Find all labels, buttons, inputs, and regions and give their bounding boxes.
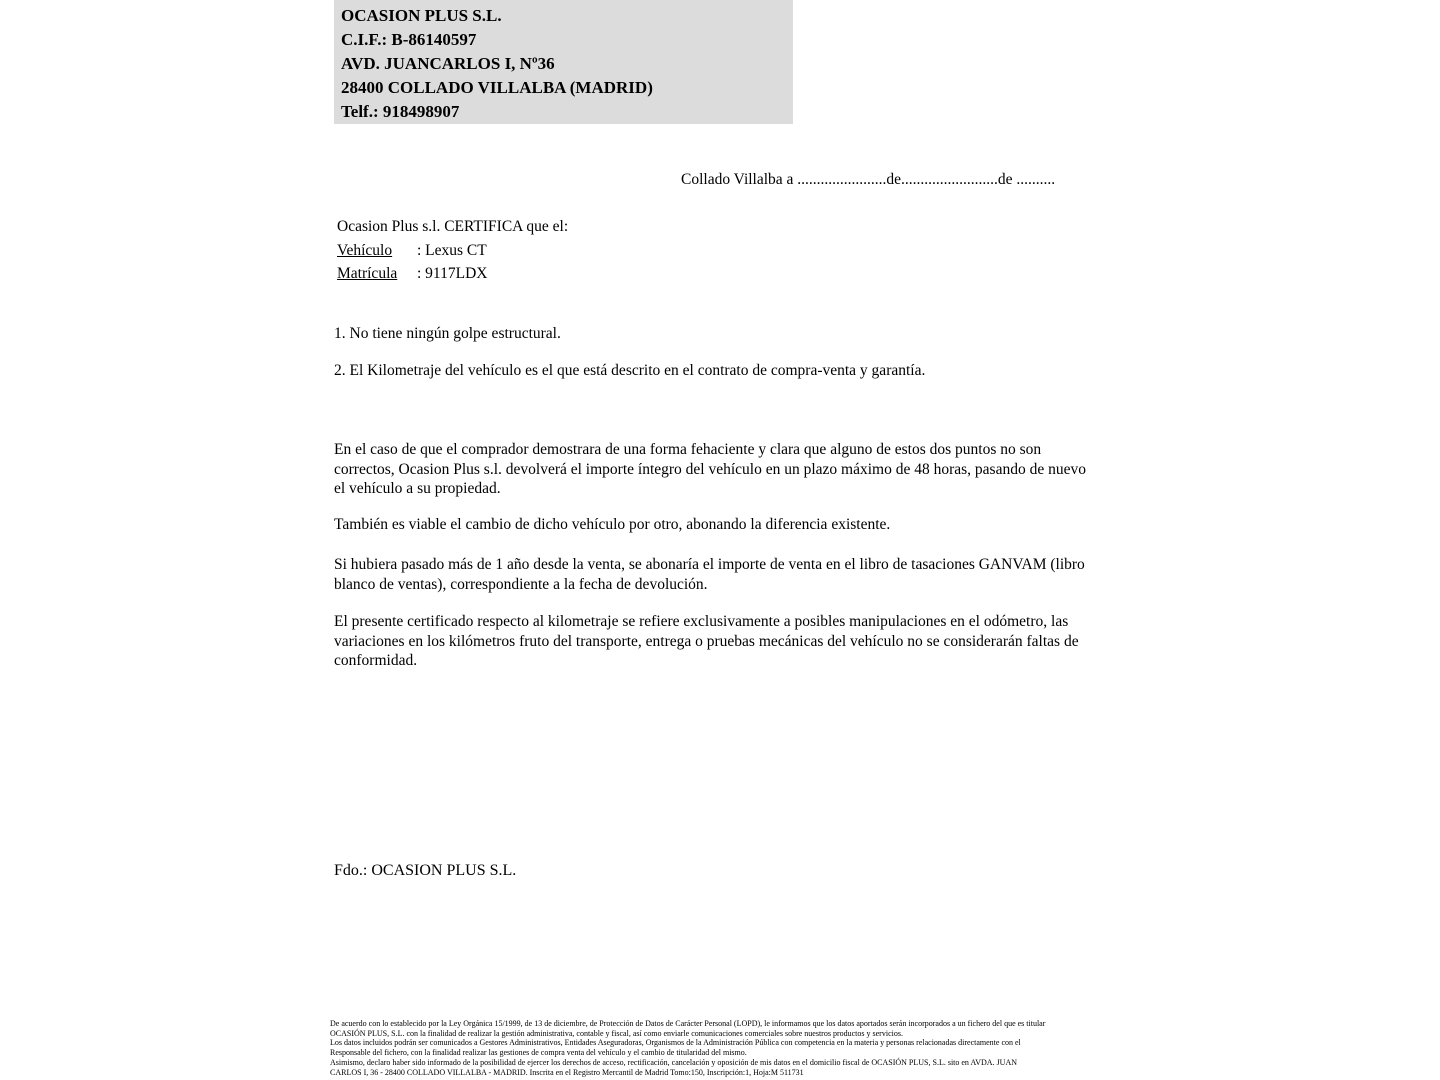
paragraph-ganvam: Si hubiera pasado más de 1 año desde la venta, se abonaría el importe de venta en el libro de tasaciones GANVAM (libro blanco de ventas), correspondiente a la fecha de devolución.	[334, 556, 1085, 593]
company-cif: C.I.F.: B-86140597	[341, 30, 477, 49]
company-name: OCASION PLUS S.L.	[341, 6, 502, 25]
plate-value: : 9117LDX	[417, 265, 488, 282]
legal-line: Asimismo, declaro haber sido informado de la posibilidad de ejercer los derechos de acceso, rectificación, cancelación y oposición de mis datos en el domicilio fiscal de OCASIÓN PLUS, S.L. sito en AVDA. JUAN	[330, 1057, 1018, 1067]
legal-line: De acuerdo con lo establecido por la Ley Orgánica 15/1999, de 13 de diciembre, de Protección de Datos de Carácter Personal (LOPD), le informamos que los datos aportados serán incorporados a un fichero del que es titular	[330, 1019, 1046, 1028]
paragraph-refund: En el caso de que el comprador demostrara de una forma fehaciente y clara que alguno de estos dos puntos no son correctos, Ocasion Plus s.l. devolverá el importe íntegro del vehículo en un plazo máximo de 48 horas, pasando de nuevo el vehículo a su propiedad.	[334, 441, 1086, 498]
company-city: 28400 COLLADO VILLALBA (MADRID)	[341, 78, 653, 97]
plate-label: Matrícula	[337, 265, 398, 282]
legal-footer	[330, 1019, 1045, 1077]
date-line: Collado Villalba a .......................de.........................de ..........	[681, 171, 1056, 188]
paragraph-odometer: El presente certificado respecto al kilometraje se refiere exclusivamente a posibles manipulaciones en el odómetro, las variaciones en los kilómetros fruto del transporte, entrega o pruebas mecánicas del vehículo no se considerarán faltas de conformidad.	[334, 613, 1079, 670]
company-phone: Telf.: 918498907	[341, 102, 460, 121]
legal-line: Los datos incluidos podrán ser comunicados a Gestores Administrativos, Entidades Aseguradoras, Organismos de la Administración Pública con competencia en la materia y personas relacionadas directamente con el	[330, 1038, 1021, 1048]
vehicle-row	[337, 239, 568, 263]
legal-line: CARLOS I, 36 - 28400 COLLADO VILLALBA - MADRID. Inscrita en el Registro Mercantil de Madrid Tomo:150, Inscripción:1, Hoja:M 511731	[330, 1067, 804, 1077]
company-header-box	[334, 0, 793, 124]
company-address: AVD. JUANCARLOS I, Nº36	[341, 54, 555, 73]
clause-1: 1. No tiene ningún golpe estructural.	[334, 325, 561, 342]
certify-intro: Ocasion Plus s.l. CERTIFICA que el:	[337, 218, 569, 235]
legal-line: Responsable del fichero, con la finalidad realizar las gestiones de compra venta del vehículo y el cambio de titularidad del mismo.	[330, 1048, 747, 1058]
clause-2: 2. El Kilometraje del vehículo es el que está descrito en el contrato de compra-venta y garantía.	[334, 362, 926, 379]
certification-block	[337, 215, 568, 286]
vehicle-value: : Lexus CT	[417, 241, 487, 259]
legal-line: OCASIÓN PLUS, S.L. con la finalidad de realizar la gestión administrativa, contable y fiscal, así como enviarle comunicaciones comerciales sobre nuestros productos y servicios.	[330, 1028, 903, 1038]
vehicle-label: Vehículo	[337, 241, 393, 259]
paragraph-exchange: También es viable el cambio de dicho vehículo por otro, abonando la diferencia existente.	[334, 516, 891, 533]
signature-line: Fdo.: OCASION PLUS S.L.	[334, 862, 517, 879]
plate-row	[337, 262, 568, 286]
